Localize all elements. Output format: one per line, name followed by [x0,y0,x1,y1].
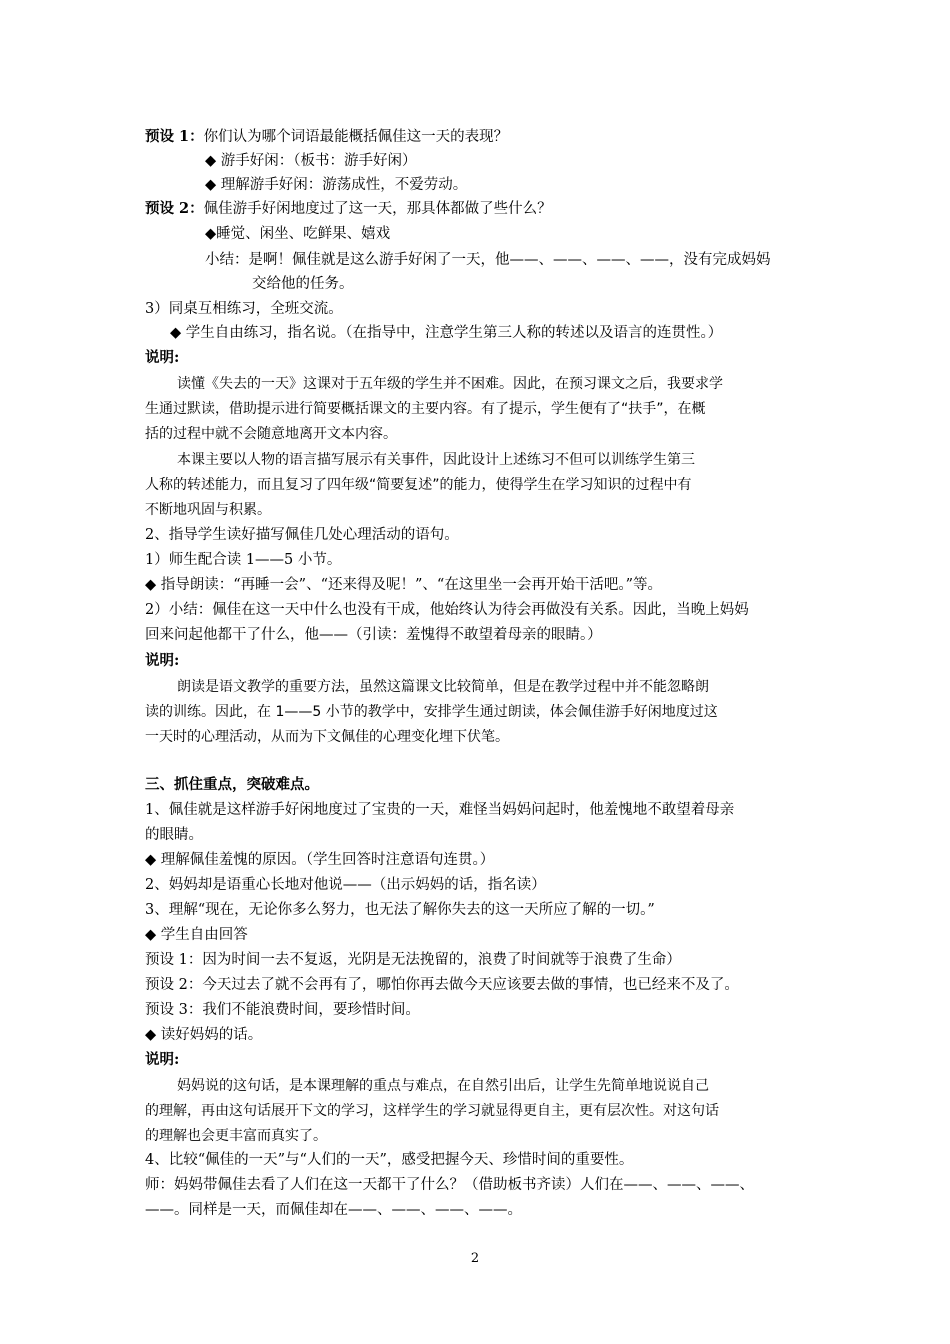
note-label: 说明: [145,349,180,366]
preset-label: 预设 1： [145,128,204,145]
bullet-item: ◆ 理解游手好闲：游荡成性，不爱劳动。 [205,177,468,193]
section-item: 3、理解“现在，无论你多么努力，也无法了解你失去的这一天所应了解的一切。” [145,902,655,918]
section-item: 1、佩佳就是这样游手好闲地度过了宝贵的一天，难怪当妈妈问起时，他羞愧地不敢望着母亲 [145,802,735,818]
note-paragraph: 读懂《失去的一天》这课对于五年级的学生并不困难。因此，在预习课文之后，我要求学 [177,376,723,392]
section-item: 预设 2：今天过去了就不会再有了，哪怕你再去做今天应该要去做的事情，也已经来不及了。 [145,977,739,993]
step-line: 3）同桌互相练习，全班交流。 [145,301,343,317]
section-item: 师：妈妈带佩佳去看了人们在这一天都干了什么？（借助板书齐读）人们在——、——、——、 [145,1177,754,1193]
note-label: 说明: [145,652,180,669]
section-item: 2）小结：佩佳在这一天中什么也没有干成，他始终认为待会再做没有关系。因此，当晚上妈妈 [145,602,749,618]
preset2-line [145,198,552,220]
preset-text: 佩佳游手好闲地度过了这一天，那具体都做了些什么？ [203,201,552,217]
bullet-item: ◆ 游手好闲：（板书：游手好闲） [205,153,417,169]
section-item: 1）师生配合读 1——5 小节。 [145,552,342,568]
note-paragraph: 人称的转述能力，而且复习了四年级“简要复述”的能力，使得学生在学习知识的过程中有 [145,477,692,493]
note-paragraph: 朗读是语文教学的重要方法，虽然这篇课文比较简单，但是在教学过程中并不能忽略朗 [177,679,709,695]
note-paragraph: 不断地巩固与积累。 [145,502,271,518]
note-paragraph: 读的训练。因此，在 1——5 小节的教学中，安排学生通过朗读，体会佩佳游手好闲地度过这 [145,704,718,720]
section-item: 预设 3：我们不能浪费时间，要珍惜时间。 [145,1002,420,1018]
note-paragraph: 生通过默读，借助提示进行简要概括课文的主要内容。有了提示，学生便有了“扶手”，在概 [145,401,706,417]
preset1-line [145,126,508,148]
section-heading: 三、抓住重点，突破难点。 [145,776,319,793]
preset-label: 预设 2： [145,200,204,217]
note-paragraph: 的理解也会更丰富而真实了。 [145,1128,327,1144]
note-label: 说明: [145,1051,180,1068]
bullet-item: ◆ 学生自由回答 [145,927,248,943]
note-paragraph: 本课主要以人物的语言描写展示有关事件，因此设计上述练习不但可以训练学生第三 [177,452,695,468]
section-item: 4、比较“佩佳的一天”与“人们的一天”，感受把握今天、珍惜时间的重要性。 [145,1152,634,1168]
preset-text: 你们认为哪个词语最能概括佩佳这一天的表现？ [203,129,509,145]
note-paragraph: 的理解，再由这句话展开下文的学习，这样学生的学习就显得更自主，更有层次性。对这句话 [145,1103,719,1119]
bullet-item: ◆ 学生自由练习，指名说。（在指导中，注意学生第三人称的转述以及语言的连贯性。） [170,325,723,341]
bullet-item: ◆ 指导朗读：“再睡一会”、“还来得及呢！”、“在这里坐一会再开始干活吧。”等。 [145,577,662,593]
note-paragraph: 妈妈说的这句话，是本课理解的重点与难点，在自然引出后，让学生先简单地说说自己 [177,1078,709,1094]
summary-line: 交给他的任务。 [252,276,354,292]
section-item: ——。同样是一天，而佩佳却在——、——、——、——。 [145,1202,522,1218]
note-paragraph: 一天时的心理活动，从而为下文佩佳的心理变化埋下伏笔。 [145,729,509,745]
page-number: 2 [470,1251,480,1266]
section-item: 2、妈妈却是语重心长地对他说——（出示妈妈的话，指名读） [145,877,546,893]
note-paragraph: 括的过程中就不会随意地离开文本内容。 [145,426,397,442]
bullet-item: ◆ 读好妈妈的话。 [145,1027,263,1043]
section-item: 预设 1：因为时间一去不复返，光阴是无法挽留的，浪费了时间就等于浪费了生命） [145,952,681,968]
section-item: 2、指导学生读好描写佩佳几处心理活动的语句。 [145,527,459,543]
section-item: 的眼睛。 [145,827,203,843]
summary-line: 小结：是啊！佩佳就是这么游手好闲了一天，他——、——、——、——，没有完成妈妈 [205,252,771,268]
section-item: 回来问起他都干了什么，他——（引读：羞愧得不敢望着母亲的眼睛。） [145,627,602,643]
bullet-item: ◆睡觉、闲坐、吃鲜果、嬉戏 [205,226,391,242]
bullet-item: ◆ 理解佩佳羞愧的原因。（学生回答时注意语句连贯。） [145,852,495,868]
